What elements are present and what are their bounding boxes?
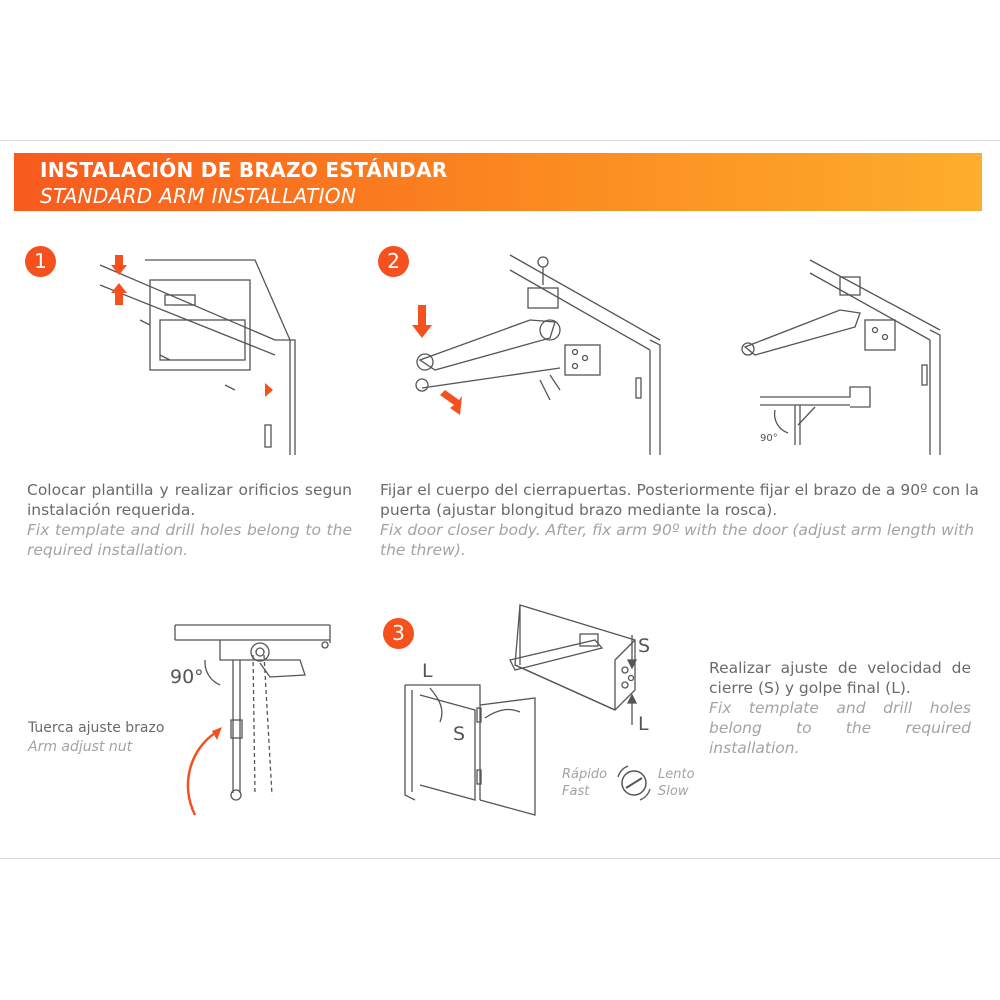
- step-2-illustration-a: [410, 250, 670, 460]
- arm-nut-label-en: Arm adjust nut: [28, 739, 133, 755]
- step-3-text-es: Realizar ajuste de velocidad de cierre (S) y golpe final (L).: [709, 659, 971, 697]
- label-S: S: [453, 723, 466, 745]
- arm-adjust-illustration: [160, 615, 345, 825]
- title-es: INSTALACIÓN DE BRAZO ESTÁNDAR: [40, 158, 448, 182]
- step-3-closer-illustration: [500, 600, 670, 735]
- step-3-text-en: Fix template and drill holes belong to the required installation.: [709, 699, 971, 757]
- step-1-badge: 1: [25, 246, 56, 277]
- step-2-text-es: Fijar el cuerpo del cierrapuertas. Posteriormente fijar el brazo de a 90º con la puerta (ajustar blongitud brazo mediante la rosca).: [380, 481, 979, 519]
- step-2-badge: 2: [378, 246, 409, 277]
- step-2-angle-label: 90°: [760, 433, 778, 444]
- curved-arrow-icon: [188, 733, 215, 815]
- speed-slow-es: Lento: [658, 767, 695, 782]
- top-divider: [0, 140, 1000, 141]
- step-3-badge: 3: [383, 618, 414, 649]
- speed-fast-es: Rápido: [562, 767, 608, 782]
- down-arrow-icon: [111, 255, 127, 275]
- title-banner: [14, 153, 982, 211]
- arm-nut-label-es: Tuerca ajuste brazo: [28, 720, 165, 736]
- up-arrow-icon: [111, 283, 127, 305]
- closer-label-L: L: [638, 713, 649, 735]
- step-1-text-es: Colocar plantilla y realizar orificios segun instalación requerida.: [27, 481, 352, 519]
- closer-label-S: S: [638, 635, 651, 657]
- title-en: STANDARD ARM INSTALLATION: [40, 184, 357, 208]
- press-arrow-icon: [412, 305, 432, 338]
- label-L: L: [422, 660, 433, 682]
- speed-slow-en: Slow: [658, 784, 689, 799]
- step-2-text-en: Fix door closer body. After, fix arm 90º with the door (adjust arm length with the threw).: [380, 521, 975, 559]
- push-arrow-icon: [440, 390, 462, 415]
- adjust-screw-icon: [614, 763, 654, 803]
- arm-angle-label: 90°: [170, 666, 204, 688]
- bottom-divider: [0, 858, 1000, 859]
- step-1-text-en: Fix template and drill holes belong to the required installation.: [27, 521, 352, 559]
- speed-fast-en: Fast: [562, 784, 590, 799]
- step-1-illustration: [95, 245, 315, 460]
- step-2-illustration-b: [740, 255, 950, 460]
- right-arrow-icon: [265, 383, 273, 397]
